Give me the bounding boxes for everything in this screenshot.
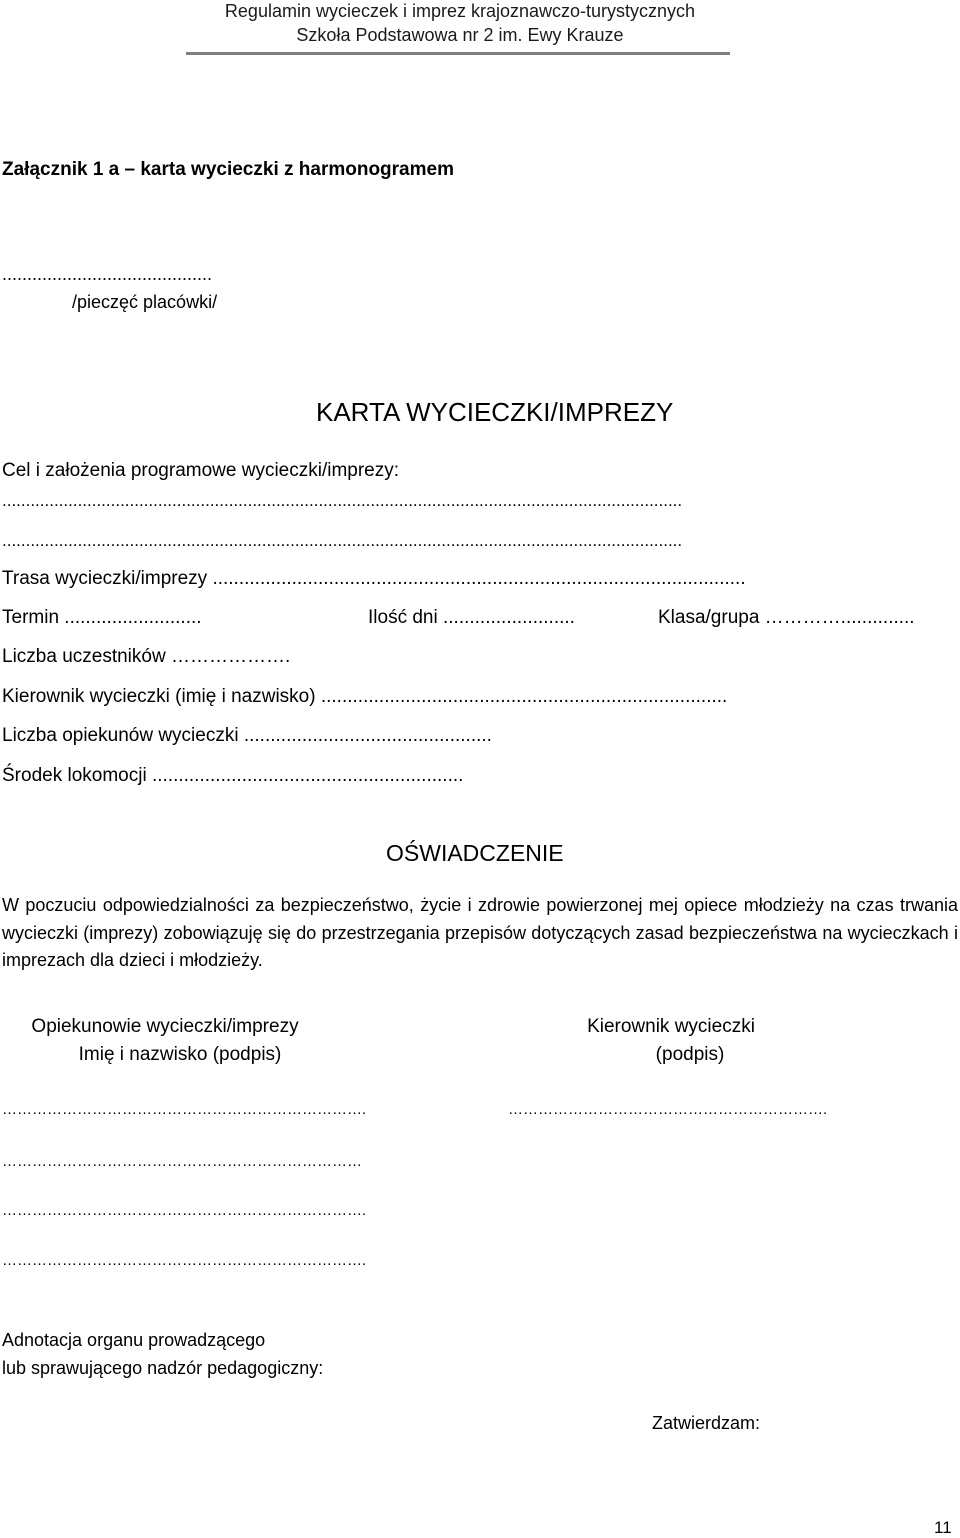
class-group-field: Klasa/grupa ………….............. (658, 607, 915, 628)
goal-line-1: ................................................................................................................................................ (2, 491, 683, 510)
declaration-title: OŚWIADCZENIE (386, 840, 564, 866)
stamp-label: /pieczęć placówki/ (72, 292, 218, 312)
guardian-signature-line-3: ………………………………………………………………. (2, 1202, 367, 1219)
days-field: Ilość dni ......................... (368, 607, 575, 628)
term-field: Termin .......................... (2, 607, 202, 628)
guardians-count-field: Liczba opiekunów wycieczki ............................................... (2, 725, 492, 746)
stamp-dots: .......................................... (2, 264, 213, 284)
page-number: 11 (934, 1518, 952, 1537)
approve-label: Zatwierdzam: (652, 1413, 761, 1433)
header-rule (186, 52, 730, 55)
leader-field: Kierownik wycieczki (imię i nazwisko) ............................................................................. (2, 686, 728, 707)
transport-field: Środek lokomocji ........................................................... (2, 765, 464, 786)
route-line: Trasa wycieczki/imprezy ..................................................................................................... (2, 568, 746, 589)
goal-label: Cel i założenia programowe wycieczki/imprezy: (2, 460, 400, 481)
annotation-line-2: lub sprawującego nadzór pedagogiczny: (2, 1358, 324, 1378)
annotation-line-1: Adnotacja organu prowadzącego (2, 1330, 266, 1350)
header-school: Szkoła Podstawowa nr 2 im. Ewy Krauze (296, 25, 624, 45)
attachment-title: Załącznik 1 a – karta wycieczki z harmonogramem (2, 159, 454, 180)
leader-signature-line: ………………………………………………………. (508, 1101, 828, 1118)
leader-sublabel: (podpis) (655, 1044, 725, 1065)
guardian-signature-line-1: ………………………………………………………………. (2, 1101, 367, 1118)
leader-label: Kierownik wycieczki (587, 1016, 755, 1037)
form-title: KARTA WYCIECZKI/IMPREZY (316, 397, 674, 427)
goal-line-2: ................................................................................................................................................ (2, 531, 683, 550)
header-title: Regulamin wycieczek i imprez krajoznawczo-turystycznych (224, 1, 696, 21)
declaration-text: W poczuciu odpowiedzialności za bezpieczeństwo, życie i zdrowie powierzonej mej opiece młodzieży na czas trwania wycieczki (imprezy) zobowiązuję się do przestrzegania przepisów dotyczących zasad bezpieczeństwa na wycieczkach i imprezach dla dzieci i młodzieży. (2, 895, 958, 970)
guardians-label: Opiekunowie wycieczki/imprezy (31, 1016, 299, 1037)
guardian-signature-line-4: ………………………………………………………………. (2, 1252, 367, 1269)
guardians-sublabel: Imię i nazwisko (podpis) (78, 1044, 282, 1065)
guardian-signature-line-2: ……………………………………………………………… (2, 1153, 362, 1170)
participants-field: Liczba uczestników ………………. (2, 646, 291, 667)
